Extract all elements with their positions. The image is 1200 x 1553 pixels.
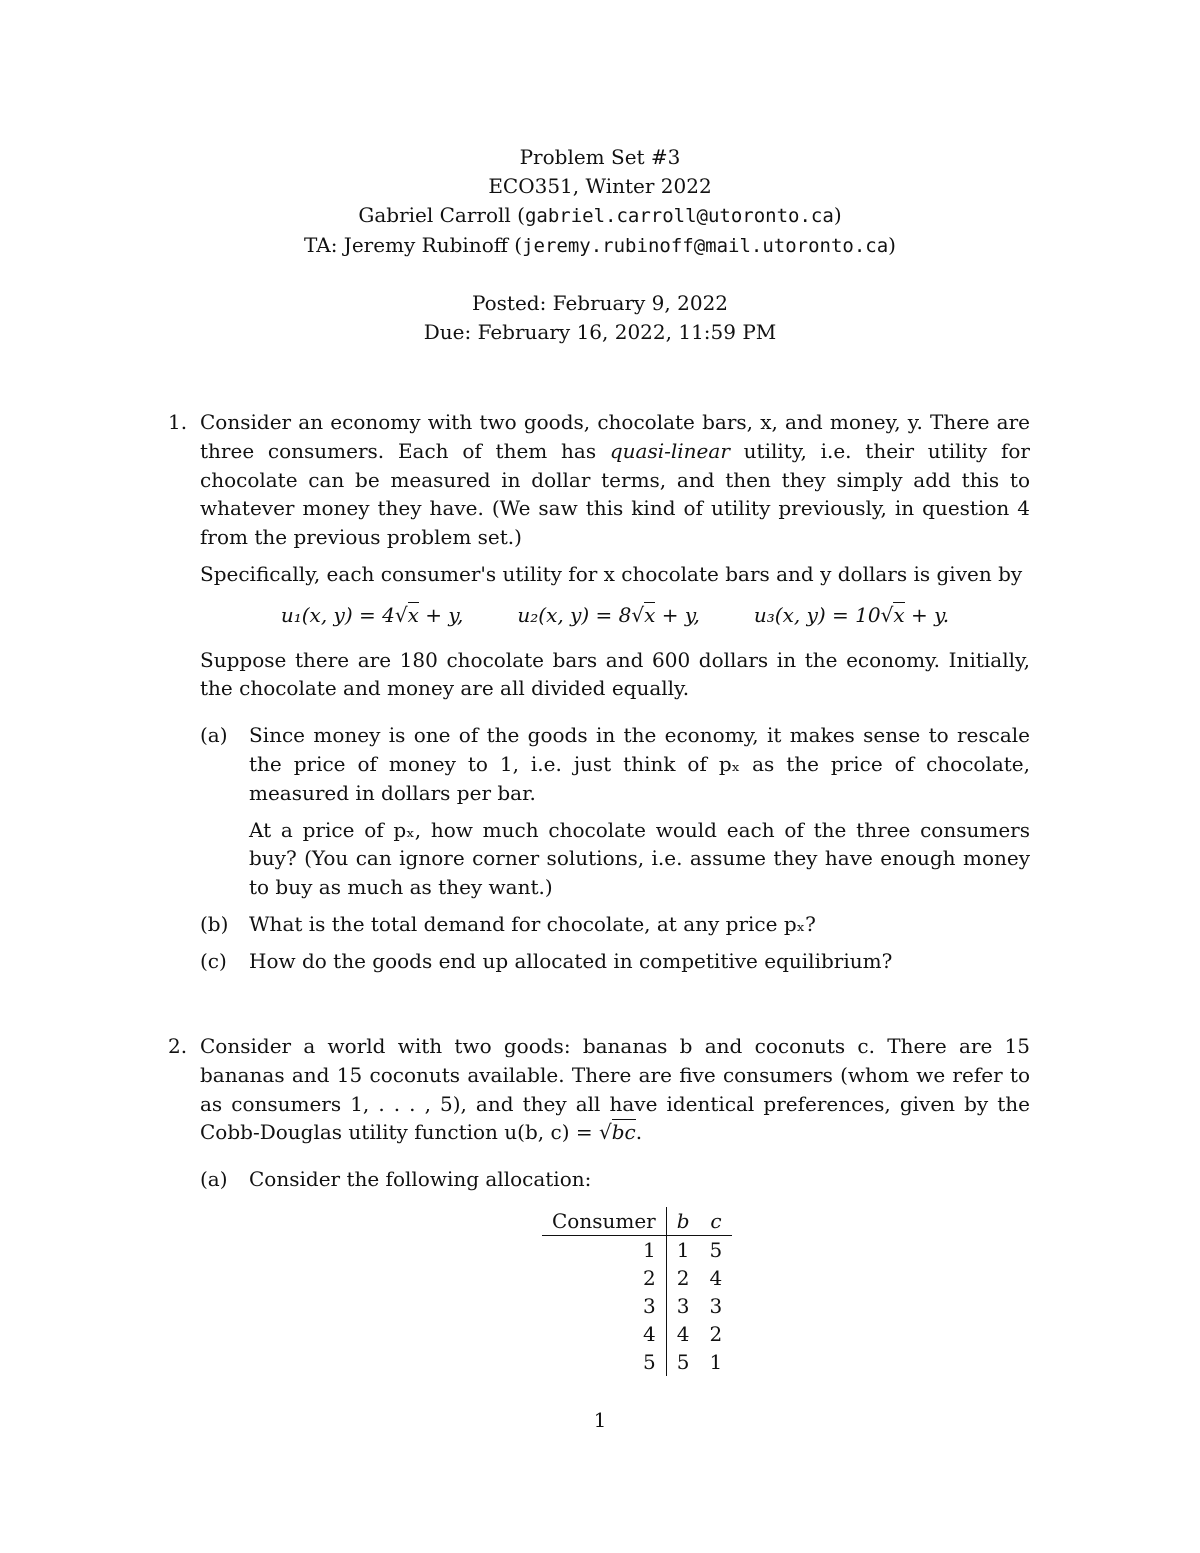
q1-suppose: Suppose there are 180 chocolate bars and 600 dollars in the economy. Initially, the chocolate and money are all divided equally.	[200, 647, 1030, 701]
instructor-line: Gabriel Carroll (gabriel.carroll@utoronto.ca)	[358, 203, 842, 227]
q1-part-a: (a) Since money is one of the goods in the economy, it makes sense to rescale the price of money to 1, i.e. just think of pₓ as the price of chocolate, measured in dollars per bar. At a price of pₓ, how much chocolate would each of the three consumers buy? (You can ignore corner solutions, i.e. assume they have enough money to buy as much as they want.)	[200, 723, 1030, 900]
table-row: 2 2 4	[542, 1264, 732, 1292]
q1-part-b: (b) What is the total demand for chocolate, at any price pₓ?	[249, 910, 1030, 939]
table-row: 1 1 5	[542, 1236, 732, 1265]
utility-1: u₁(x, y) = 4√x + y,	[280, 602, 464, 627]
doc-title: Problem Set #3	[519, 145, 681, 169]
utility-3: u₃(x, y) = 10√x + y.	[753, 602, 950, 627]
ta-email: jeremy.rubinoff@mail.utoronto.ca	[522, 235, 889, 257]
allocation-table	[542, 1207, 732, 1376]
table-header-row	[542, 1207, 732, 1236]
course-line: ECO351, Winter 2022	[488, 174, 712, 198]
part-label: (c)	[200, 948, 227, 973]
utility-equations	[200, 601, 1030, 630]
q1-part-c: (c) How do the goods end up allocated in competitive equilibrium?	[249, 947, 1030, 976]
posted-date: Posted: February 9, 2022	[471, 291, 729, 315]
col-header-b: b	[676, 1209, 690, 1233]
part-label: (b)	[200, 911, 229, 936]
col-header-c: c	[710, 1209, 722, 1233]
q2-part-a: (a) Consider the following allocation:	[249, 1165, 1030, 1194]
question-number: 2.	[168, 1034, 188, 1058]
col-header-consumer: Consumer	[542, 1207, 666, 1236]
ta-line: TA: Jeremy Rubinoff (jeremy.rubinoff@mail.utoronto.ca)	[304, 233, 896, 257]
part-label: (a)	[200, 1167, 228, 1192]
page-number: 1	[593, 1408, 607, 1432]
table-row: 3 3 3	[542, 1292, 732, 1320]
q1-intro: Consider an economy with two goods, chocolate bars, x, and money, y. There are three consumers. Each of them has quasi-linear utility, i.e. their utility for chocolate can be measured in dollar terms, and then they simply add this to whatever money they have. (We saw this kind of utility previously, in question 4 from the previous problem set.)	[200, 410, 1030, 550]
question-number: 1.	[168, 410, 188, 434]
due-date: Due: February 16, 2022, 11:59 PM	[423, 320, 777, 344]
table-row: 4 4 2	[542, 1320, 732, 1348]
question-2	[168, 1032, 1030, 1202]
part-label: (a)	[200, 723, 228, 748]
table-row: 5 5 1	[542, 1348, 732, 1376]
q1-specifically: Specifically, each consumer's utility for x chocolate bars and y dollars is given by	[200, 561, 1023, 586]
document-header	[0, 143, 1200, 347]
question-1	[168, 408, 1030, 984]
utility-2: u₂(x, y) = 8√x + y,	[517, 602, 700, 627]
q2-intro: Consider a world with two goods: bananas b and coconuts c. There are 15 bananas and 15 coconuts available. There are five consumers (whom we refer to as consumers 1, . . . , 5), and they all have identical preferences, given by the Cobb-Douglas utility function u(b, c) = √bc.	[200, 1034, 1030, 1145]
instructor-email: gabriel.carroll@utoronto.ca	[524, 205, 834, 227]
